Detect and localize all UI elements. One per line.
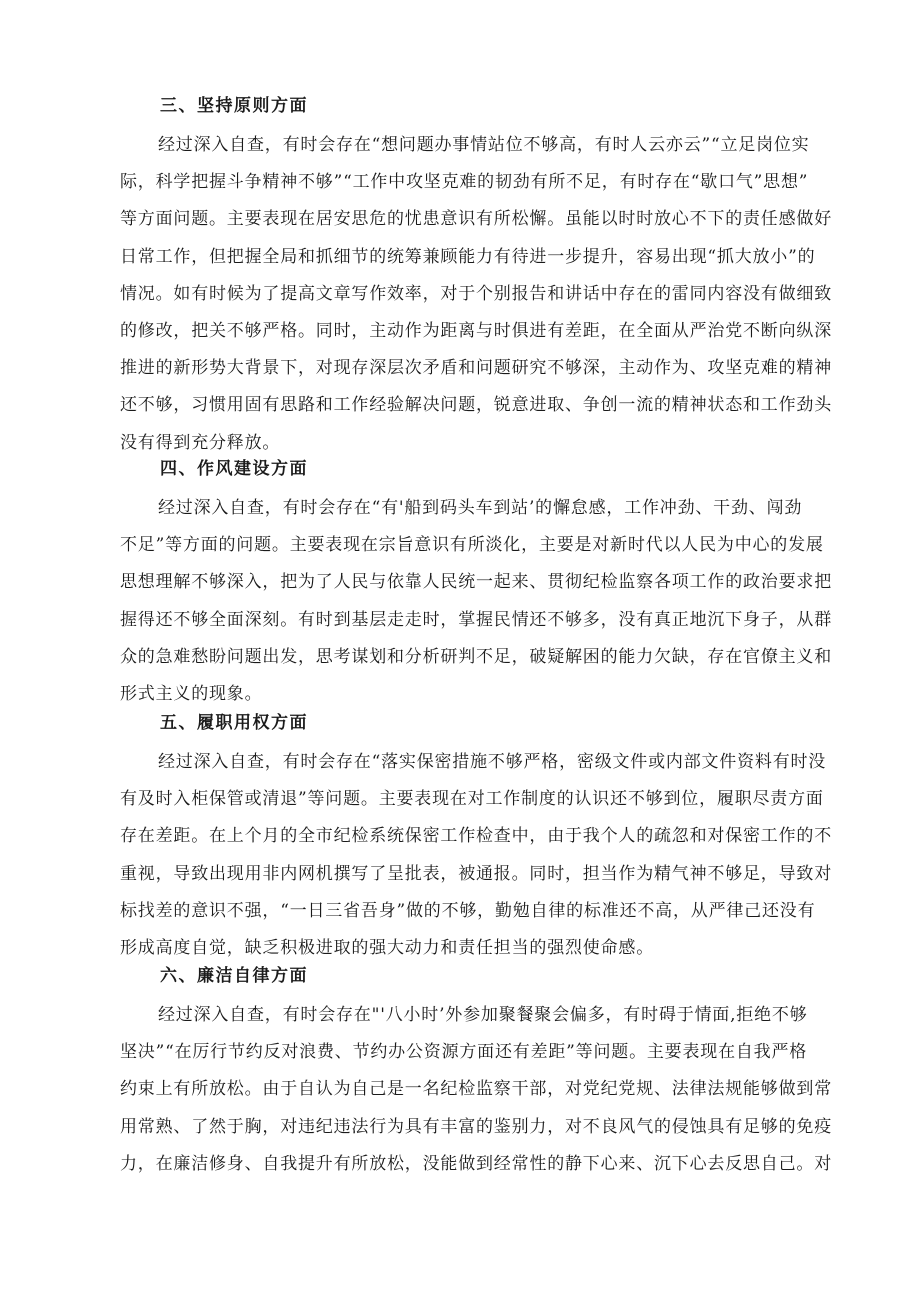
text-line: 经过深入自查，有时会存在"'八小时’外参加聚餐聚会偏多，有时碍于情面,拒绝不够 (158, 1005, 808, 1025)
text-line: 经过深入自查，有时会存在“有'船到码头车到站’的懈怠感，工作冲劲、干劲、闯劲 (158, 498, 803, 518)
text-line: 没有得到充分释放。 (120, 432, 281, 453)
section-heading: 四、作风建设方面 (160, 459, 308, 479)
text-line: 重视，导致出现用非内网机撰写了呈批表，被通报。同时，担当作为精气神不够足，导致对 (120, 863, 832, 884)
text-line: 形式主义的现象。 (120, 683, 263, 704)
text-line: 握得还不够全面深刻。有时到基层走走时，掌握民情还不够多，没有真正地沉下身子，从群 (120, 609, 832, 630)
text-line: 有及时入柜保管或清退”等问题。主要表现在对工作制度的认识还不够到位，履职尽责方面 (120, 789, 824, 810)
text-line: 经过深入自查，有时会存在“想问题办事情站位不够高，有时人云亦云”“立足岗位实 (158, 135, 810, 155)
text-line: 标找差的意识不强，“一日三省吾身”做的不够，勤勉自律的标准还不高，从严律己还没有 (120, 900, 816, 921)
section-paragraph (120, 490, 832, 713)
text-line: 形成高度自觉，缺乏积极进取的强大动力和责任担当的强烈使命感。 (120, 937, 654, 958)
text-line: 情况。如有时候为了提高文章写作效率，对于个别报告和讲话中存在的雷同内容没有做细致 (120, 283, 832, 304)
text-line: 日常工作，但把握全局和抓细节的统筹兼顾能力有待进一步提升，容易出现“抓大放小”的 (120, 246, 816, 267)
section-heading: 三、坚持原则方面 (160, 96, 308, 116)
text-line: 存在差距。在上个月的全市纪检系统保密工作检查中，由于我个人的疏忽和对保密工作的不 (120, 826, 832, 847)
text-line: 等方面问题。主要表现在居安思危的忧患意识有所松懈。虽能以时时放心不下的责任感做好 (120, 209, 832, 230)
section-paragraph (120, 127, 832, 462)
text-line: 还不够，习惯用固有思路和工作经验解决问题，锐意进取、争创一流的精神状态和工作劲头 (120, 395, 832, 416)
text-line: 的修改，把关不够严格。同时，主动作为距离与时俱进有差距，在全面从严治党不断向纵深 (120, 320, 832, 341)
text-line: 际，科学把握斗争精神不够”“工作中攻坚克难的韧劲有所不足，有时存在“歇口气”思想” (120, 172, 809, 193)
section-paragraph (120, 997, 832, 1183)
text-line: 经过深入自查，有时会存在“落实保密措施不够严格，密级文件或内部文件资料有时没 (158, 752, 827, 772)
text-line: 推进的新形势大背景下，对现存深层次矛盾和问题研究不够深，主动作为、攻坚克难的精神 (120, 358, 832, 379)
text-line: 约束上有所放松。由于自认为自己是一名纪检监察干部，对党纪党规、法律法规能够做到常 (120, 1079, 832, 1100)
text-line: 众的急难愁盼问题出发，思考谋划和分析研判不足，破疑解困的能力欠缺，存在官僚主义和 (120, 646, 832, 667)
section-heading: 六、廉洁自律方面 (160, 966, 308, 986)
section-paragraph (120, 744, 832, 967)
text-line: 不足”等方面的问题。主要表现在宗旨意识有所淡化，主要是对新时代以人民为中心的发展 (120, 535, 824, 556)
text-line: 力，在廉洁修身、自我提升有所放松，没能做到经常性的静下心来、沉下心去反思自己。对 (120, 1153, 832, 1174)
text-line: 思想理解不够深入，把为了人民与依靠人民统一起来、贯彻纪检监察各项工作的政治要求把 (120, 572, 832, 593)
text-line: 坚决”“在厉行节约反对浪费、节约办公资源方面还有差距”等问题。主要表现在自我严格 (120, 1042, 808, 1063)
section-heading: 五、履职用权方面 (160, 713, 308, 733)
text-line: 用常熟、了然于胸，对违纪违法行为具有丰富的鉴别力，对不良风气的侵蚀具有足够的免疫 (120, 1116, 832, 1137)
